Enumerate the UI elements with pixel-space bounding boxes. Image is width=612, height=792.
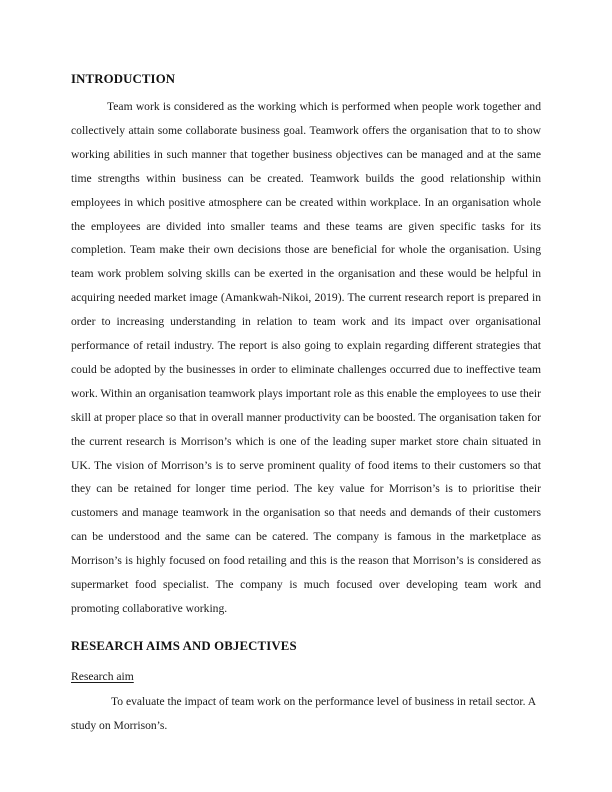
introduction-paragraph: Team work is considered as the working which is performed when people work together and collectively attain some collaborate business goal. Teamwork offers the organisation that to to show working abilities in such manner that together business objectives can be managed and at the same time strengths within business can be created. Teamwork builds the good relationship within employees in which positive atmosphere can be created within workplace. In an organisation whole the employees are divided into smaller teams and these teams are given specific tasks for its completion. Team make their own decisions those are beneficial for whole the organisation. Using team work problem solving skills can be exerted in the organisation and these would be helpful in acquiring needed market image (Amankwah-Nikoi, 2019). The current research report is prepared in order to increasing understanding in relation to team work and its impact over organisational performance of retail industry. The report is also going to explain regarding different strategies that could be adopted by the businesses in order to eliminate challenges occurred due to ineffective team work. Within an organisation teamwork plays important role as this enable the employees to use their skill at proper place so that in overall manner productivity can be boosted. The organisation taken for the current research is Morrison’s which is one of the leading super market store chain situated in UK. The vision of Morrison’s is to serve prominent quality of food items to their customers so that they can be retained for longer time period. The key value for Morrison’s is to prioritise their customers and manage teamwork in the organisation so that needs and demands of their customers can be understood and the same can be catered. The company is famous in the marketplace as Morrison’s is highly focused on food retailing and this is the reason that Morrison’s is considered as supermarket food specialist. The company is much focused over developing team work and promoting collaborative working. (71, 99, 541, 616)
page-title-introduction: INTRODUCTION (71, 72, 176, 86)
research-aim-paragraph: To evaluate the impact of team work on the performance level of business in retail sector. A study on Morrison’s. (71, 694, 536, 732)
subheading-research-aim: Research aim (71, 669, 134, 683)
page-content (71, 72, 541, 738)
section-heading-research-aims: RESEARCH AIMS AND OBJECTIVES (71, 638, 297, 653)
